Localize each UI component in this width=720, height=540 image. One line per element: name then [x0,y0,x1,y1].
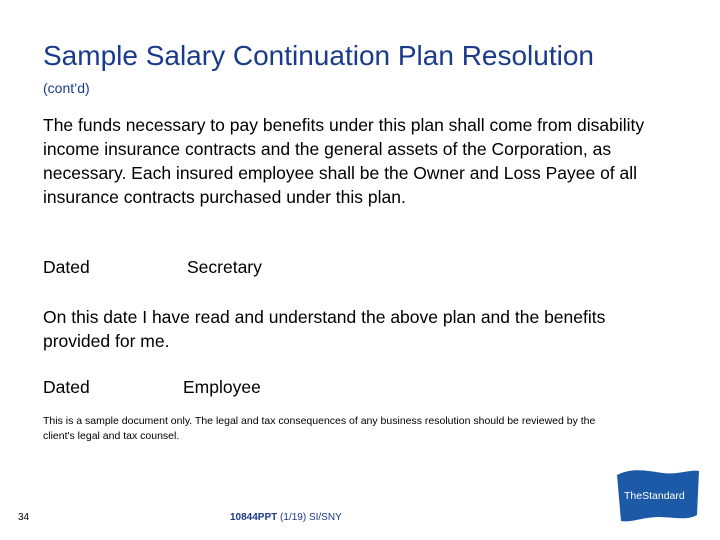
dated-label: Dated [43,257,90,277]
the-standard-logo [613,465,703,525]
document-code-date: (1/19) SI/SNY [280,512,342,523]
secretary-label: Secretary [187,257,262,277]
disclaimer-text: This is a sample document only. The legal and tax consequences of any business resolution should be reviewed by the client's legal and tax counsel. [43,415,596,442]
dated-label: Dated [43,377,90,397]
resolution-paragraph: The funds necessary to pay benefits under this plan shall come from disability income insurance contracts and the general assets of the Corporation, as necessary. Each insured employee shall be the Owner and Loss Payee of all insurance contracts purchased under this plan. [43,115,645,207]
employee-label: Employee [183,377,261,397]
logo-text: TheStandard [624,490,685,502]
document-code [230,512,342,523]
acknowledgement-paragraph: On this date I have read and understand the above plan and the benefits provided for me. [43,307,606,351]
slide-subtitle: (cont’d) [43,80,90,96]
slide-title: Sample Salary Continuation Plan Resolution [43,40,594,71]
document-code-id: 10844PPT [230,512,278,523]
page-number: 34 [18,512,30,523]
